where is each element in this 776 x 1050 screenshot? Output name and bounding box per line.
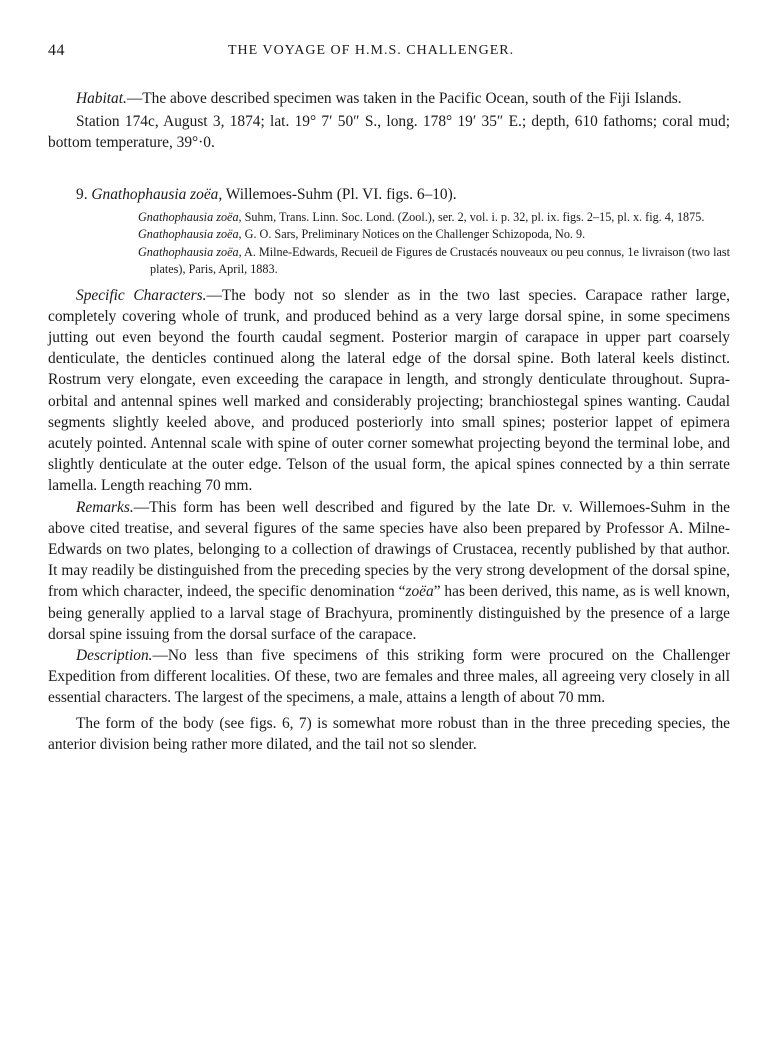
description-paragraph (48, 645, 730, 709)
synonymy-reference: A. Milne-Edwards, Recueil de Figures de Crustacés nouveaux ou peu connus, 1e livraison (two last plates), Paris, April, 1883. (150, 244, 731, 277)
remarks-paragraph (48, 497, 730, 645)
description-text: —No less than five specimens of this striking form were procured on the Challenger Expedition from different localities. Of these, two are females and three males, all agreeing very closely in all essential characters. The largest of the specimens, a male, attains a length of about 70 mm. (48, 647, 730, 707)
species-heading (48, 184, 730, 205)
page-body (48, 88, 730, 755)
synonymy-entry (138, 209, 730, 227)
specific-characters-text: —The body not so slender as in the two last species. Carapace rather large, completely covering whole of trunk, and produced behind as a very large dorsal spine, in some specimens jutting out even beyond the fourth caudal segment. Posterior margin of carapace in upper part coarsely denticulate, the denticles continued along the lateral edge of the dorsal spine. Both lateral keels distinct. Rostrum very elongate, even exceeding the carapace in length, and strongly denticulate throughout. Supra-orbital and antennal spines well marked and considerably projecting; branchiostegal spines wanting. Caudal segments slightly keeled above, and produced posteriorly into small spines; posterior lappet of epimera acutely pointed. Antennal scale with spine of outer corner somewhat projecting beyond the terminal lobe, and slightly denticulate at the outer edge. Telson of the usual form, the apical spines connected by a thin serrate lamella. Length reaching 70 mm. (48, 286, 731, 495)
synonymy-reference: Suhm, Trans. Linn. Soc. Lond. (Zool.), ser. 2, vol. i. p. 32, pl. ix. figs. 2–15, pl. x. fig. 4, 1875. (241, 209, 705, 224)
synonymy-reference: G. O. Sars, Preliminary Notices on the Challenger Schizopoda, No. 9. (241, 227, 586, 242)
species-name: Gnathophausia zoëa, (91, 185, 223, 203)
remarks-label: Remarks. (76, 498, 134, 516)
synonymy-name: Gnathophausia zoëa, (138, 244, 242, 259)
remarks-text-before: —This form has been well described and figured by the late Dr. v. Willemoes-Suhm in the above cited treatise, and several figures of the same species have also been prepared by Professor A. Milne-Edwards on two plates, belonging to a collection of drawings of Crustacea, recently published by that author. It may readily be distinguished from the preceding species by the very strong development of the dorsal spine, from which character, indeed, the specific denomination “ (48, 498, 730, 601)
remarks-term: zoëa (405, 583, 434, 601)
habitat-label: Habitat. (76, 90, 127, 107)
species-authority: Willemoes-Suhm (Pl. VI. figs. 6–10). (222, 185, 457, 203)
book-page (48, 40, 730, 755)
habitat-paragraph (48, 88, 730, 109)
remarks-text-after: ” has been derived, this name, as is well known, being generally applied to a larval stage of Brachyura, prominently distinguished by the presence of a large dorsal spine issuing from the dorsal surface of the carapace. (48, 583, 730, 643)
form-paragraph: The form of the body (see figs. 6, 7) is somewhat more robust than in the three preceding species, the anterior division being rather more dilated, and the tail not so slender. (48, 714, 730, 753)
specific-characters-paragraph (48, 285, 730, 497)
synonymy-list (138, 209, 730, 279)
station-paragraph: Station 174c, August 3, 1874; lat. 19° 7′ 50″ S., long. 178° 19′ 35″ E.; depth, 610 fathoms; coral mud; bottom temperature, 39°·0. (48, 113, 730, 152)
running-title: THE VOYAGE OF H.M.S. CHALLENGER. (228, 43, 515, 58)
synonymy-entry (138, 244, 730, 279)
synonymy-name: Gnathophausia zoëa, (138, 209, 242, 224)
page-header (48, 40, 730, 68)
page-number: 44 (48, 42, 65, 59)
description-label: Description. (76, 647, 153, 665)
habitat-text: —The above described specimen was taken in the Pacific Ocean, south of the Fiji Islands. (126, 90, 682, 107)
specific-characters-label: Specific Characters. (76, 286, 207, 304)
species-number: 9. (76, 185, 88, 203)
synonymy-entry (138, 226, 730, 244)
synonymy-name: Gnathophausia zoëa, (138, 227, 242, 242)
